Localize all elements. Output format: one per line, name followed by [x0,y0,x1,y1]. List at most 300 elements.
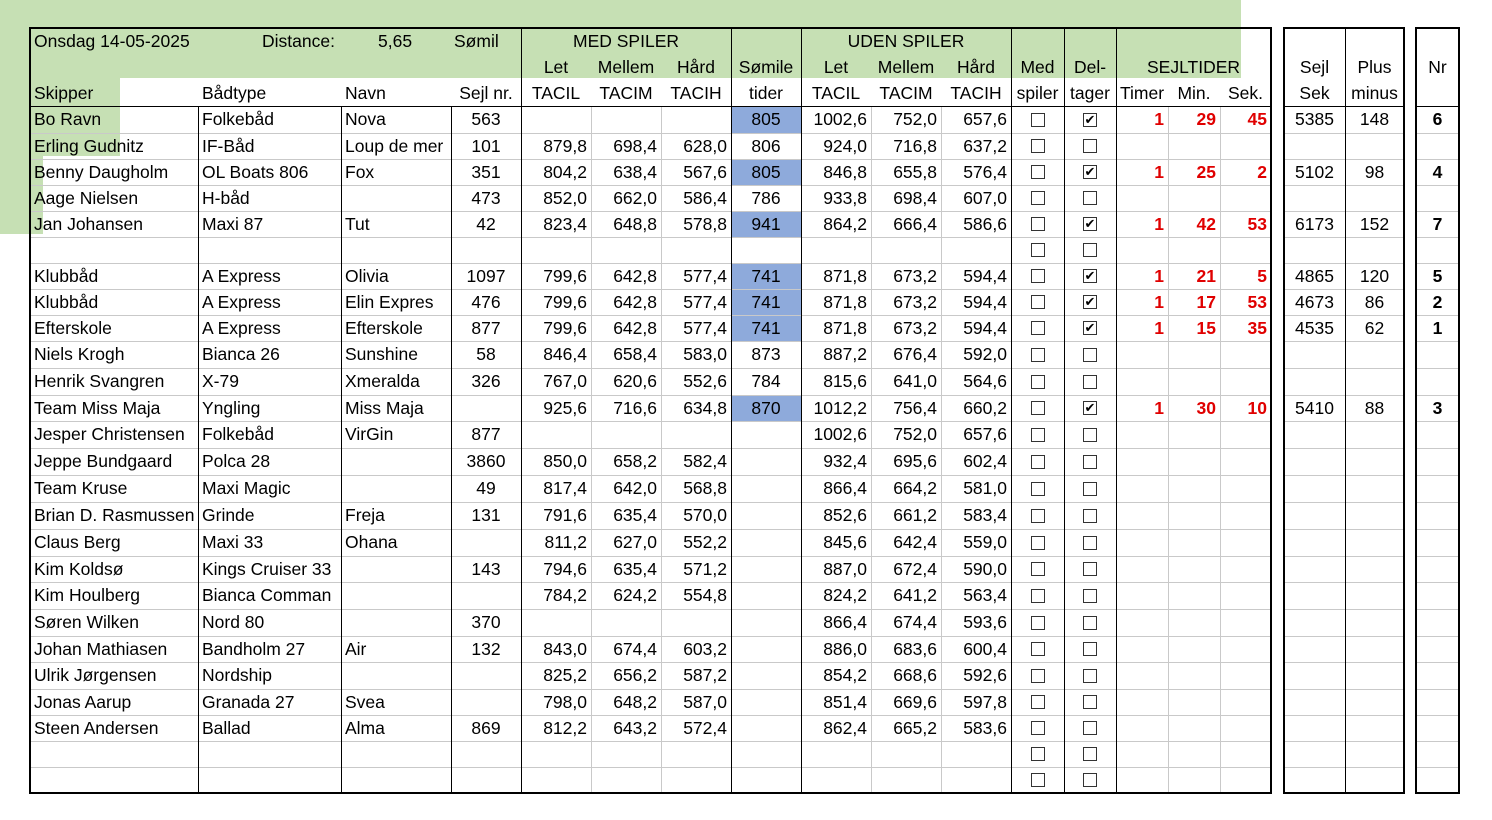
cell-sek [1220,582,1271,609]
med-spiler-checkbox[interactable] [1031,375,1045,389]
cell-m_let [521,106,591,133]
cell-sek [1220,715,1271,741]
deltager-checkbox[interactable]: ✔ [1084,268,1096,283]
cell-somile [731,636,801,662]
med-spiler-checkbox[interactable] [1031,509,1045,523]
col-let-0-top: Let [543,57,569,77]
cell-type: Kings Cruiser 33 [202,559,332,579]
cell-plus-minus [1345,133,1404,159]
cell-sek: 53 [1247,292,1267,312]
cell-type [198,237,341,263]
cell-u_mel: 669,6 [893,692,937,712]
cell-u_let: 1002,6 [813,424,867,444]
med-spiler-checkbox[interactable] [1031,669,1045,683]
med-spiler-checkbox[interactable] [1031,269,1045,283]
cell-navn: VirGin [345,424,394,444]
row-divider [1416,475,1459,476]
cell-sejlnr: 143 [471,559,501,579]
col-plus-top: Plus [1357,57,1392,77]
row-divider [30,741,1271,742]
row-divider [30,556,1271,557]
med-spiler-checkbox[interactable] [1031,536,1045,550]
col-skipper: Skipper [34,83,94,103]
cell-m_mel: 642,0 [613,478,657,498]
deltager-checkbox[interactable]: ✔ [1084,320,1096,335]
col-sejl-bottom: Sek [1299,83,1330,103]
col-nr: Nr [1428,57,1447,77]
cell-m_mel: 642,8 [613,266,657,286]
cell-sejl-sek [1284,689,1345,715]
cell-sejl-sek [1284,502,1345,529]
cell-u_hard [941,741,1011,767]
cell-min [1168,556,1220,582]
deltager-checkbox[interactable] [1083,243,1097,257]
deltager-checkbox[interactable] [1083,695,1097,709]
med-spiler-header: MED SPILER [573,31,679,51]
cell-somile: 806 [751,136,781,156]
cell-sejl-sek [1284,662,1345,689]
cell-type: A Express [202,266,281,286]
header-divider [1345,28,1346,106]
cell-skipper: Team Kruse [34,478,128,498]
deltager-checkbox[interactable] [1083,669,1097,683]
cell-skipper: Søren Wilken [34,612,140,632]
med-spiler-checkbox[interactable] [1031,191,1045,205]
col-med-7-bottom: spiler [1016,83,1059,103]
col-let-4-top: Let [823,57,849,77]
cell-u_hard: 660,2 [963,398,1007,418]
cell-sejl-sek [1284,767,1345,793]
deltager-checkbox[interactable]: ✔ [1084,294,1096,309]
deltager-checkbox[interactable] [1083,721,1097,735]
cell-somile: 941 [731,211,801,237]
med-spiler-checkbox[interactable] [1031,401,1045,415]
row-divider [30,368,1271,369]
cell-u_let: 886,0 [823,639,867,659]
cell-sejl-sek [1284,448,1345,475]
cell-nr [1416,185,1459,211]
cell-somile: 805 [731,159,801,185]
cell-sejl-sek [1284,715,1345,741]
cell-timer [1116,689,1168,715]
med-spiler-checkbox[interactable] [1031,642,1045,656]
row-divider [1416,582,1459,583]
cell-u_let: 871,8 [823,292,867,312]
cell-sek: 53 [1247,214,1267,234]
cell-sejlnr: 49 [476,478,496,498]
header-bottom [30,106,1271,107]
cell-sejlnr [451,237,521,263]
cell-plus-minus: 88 [1364,398,1385,418]
cell-min: 42 [1196,214,1216,234]
row-divider [1284,133,1404,134]
cell-skipper: Klubbåd [34,266,99,286]
cell-timer: 1 [1154,318,1164,338]
med-spiler-checkbox[interactable] [1031,773,1045,787]
row-divider [1416,237,1459,238]
med-spiler-checkbox[interactable] [1031,482,1045,496]
row-divider [1416,421,1459,422]
med-spiler-checkbox[interactable] [1031,695,1045,709]
cell-type [198,741,341,767]
cell-timer [1116,341,1168,368]
row-divider [30,636,1271,637]
row-divider [30,448,1271,449]
sejl-frame-right [1403,27,1405,794]
cell-u_mel: 676,4 [893,344,937,364]
cell-skipper: Jan Johansen [34,214,143,234]
cell-m_hard: 628,0 [683,136,727,156]
cell-plus-minus: 62 [1364,318,1385,338]
cell-u_let: 824,2 [823,585,867,605]
cell-sejlnr: 3860 [466,451,506,471]
cell-m_mel: 643,2 [613,718,657,738]
cell-u_mel: 683,6 [893,639,937,659]
cell-type: Yngling [202,398,261,418]
cell-type [198,767,341,793]
cell-navn [341,475,451,502]
cell-sejlnr: 101 [471,136,501,156]
cell-navn [341,237,451,263]
cell-m_let: 799,6 [543,266,587,286]
cell-u_let [801,237,871,263]
cell-nr: 1 [1432,318,1443,338]
cell-u_hard: 657,6 [963,109,1007,129]
col-divider [941,106,942,793]
cell-plus-minus [1345,341,1404,368]
row-divider [1416,263,1459,264]
cell-u_mel: 752,0 [893,424,937,444]
cell-min [1168,767,1220,793]
row-divider [30,263,1271,264]
row-divider [1284,341,1404,342]
cell-somile [731,448,801,475]
cell-u_mel: 666,4 [893,214,937,234]
cell-skipper: Steen Andersen [34,718,159,738]
deltager-checkbox[interactable] [1083,482,1097,496]
col-divider [591,106,592,793]
deltager-checkbox[interactable]: ✔ [1084,400,1096,415]
cell-sejl-sek [1284,185,1345,211]
deltager-checkbox[interactable]: ✔ [1084,111,1096,127]
cell-u_let: 871,8 [823,318,867,338]
cell-u_mel: 641,2 [893,585,937,605]
col-del-8-top: Del- [1073,57,1107,77]
med-spiler-checkbox[interactable] [1031,139,1045,153]
col-divider [1345,106,1346,793]
cell-sejl-sek [1284,636,1345,662]
cell-type: Nord 80 [202,612,265,632]
med-spiler-checkbox[interactable] [1031,165,1045,179]
row-divider [30,689,1271,690]
cell-plus-minus [1345,636,1404,662]
cell-m_mel: 638,4 [613,162,657,182]
row-divider [30,315,1271,316]
cell-navn: Ohana [345,532,398,552]
cell-navn: Elin Expres [345,292,434,312]
med-spiler-checkbox[interactable] [1031,243,1045,257]
cell-skipper [30,767,198,793]
cell-skipper: Klubbåd [34,292,99,312]
cell-u_let: 846,8 [823,162,867,182]
row-divider [1284,715,1404,716]
row-divider [1284,502,1404,503]
cell-m_let: 799,6 [543,292,587,312]
col-hard-2-bottom: TACIH [670,83,722,103]
cell-m_mel: 635,4 [613,505,657,525]
cell-m_mel: 674,4 [613,639,657,659]
cell-sejlnr [451,529,521,556]
cell-nr [1416,689,1459,715]
col-hard-2-top: Hård [677,57,715,77]
col-hard-6-top: Hård [957,57,995,77]
deltager-checkbox[interactable]: ✔ [1084,164,1096,179]
cell-timer: 1 [1154,292,1164,312]
cell-sek: 5 [1257,266,1267,286]
cell-u_let: 1012,2 [813,398,867,418]
med-spiler-checkbox[interactable] [1031,747,1045,761]
cell-sejlnr [451,741,521,767]
cell-sejlnr: 132 [471,639,501,659]
med-spiler-checkbox[interactable] [1031,428,1045,442]
row-divider [1416,609,1459,610]
cell-u_hard: 581,0 [963,478,1007,498]
cell-u_mel: 655,8 [893,162,937,182]
col-mellem-1-top: Mellem [597,57,655,77]
cell-m_hard: 552,2 [683,532,727,552]
cell-m_hard: 582,4 [683,451,727,471]
row-divider [1416,741,1459,742]
cell-timer [1116,767,1168,793]
main-frame-left [29,27,31,794]
col-divider [1064,106,1065,793]
cell-m_mel: 642,8 [613,318,657,338]
cell-u_mel [871,767,941,793]
cell-sek [1220,502,1271,529]
cell-m_mel [591,767,661,793]
deltager-checkbox[interactable] [1083,455,1097,469]
cell-navn [341,609,451,636]
col-divider [1168,106,1169,793]
cell-u_mel: 642,4 [893,532,937,552]
cell-navn: Efterskole [345,318,423,338]
cell-plus-minus [1345,556,1404,582]
cell-plus-minus [1345,715,1404,741]
col-divider [521,106,522,793]
row-divider [30,395,1271,396]
cell-u_mel: 665,2 [893,718,937,738]
cell-somile [731,502,801,529]
cell-skipper: Niels Krogh [34,344,125,364]
cell-plus-minus: 86 [1364,292,1385,312]
med-spiler-checkbox[interactable] [1031,217,1045,231]
cell-timer [1116,662,1168,689]
cell-plus-minus [1345,767,1404,793]
row-divider [1284,582,1404,583]
cell-skipper: Jonas Aarup [34,692,132,712]
col-sejl-top: Sejl [1299,57,1330,77]
cell-skipper: Henrik Svangren [34,371,165,391]
cell-somile [731,421,801,448]
med-spiler-checkbox[interactable] [1031,721,1045,735]
cell-m_let: 811,2 [544,532,587,552]
med-spiler-checkbox[interactable] [1031,348,1045,362]
cell-skipper: Bo Ravn [34,109,102,129]
row-divider [1284,741,1404,742]
cell-m_mel: 698,4 [613,136,657,156]
deltager-checkbox[interactable] [1083,747,1097,761]
cell-min: 15 [1196,318,1216,338]
deltager-checkbox[interactable]: ✔ [1084,216,1096,231]
cell-skipper: Johan Mathiasen [34,639,168,659]
cell-nr [1416,767,1459,793]
cell-m_let: 823,4 [543,214,587,234]
cell-m_let: 804,2 [543,162,587,182]
cell-m_let: 817,4 [543,478,587,498]
header-divider [731,28,732,106]
cell-u_mel: 664,2 [893,478,937,498]
deltager-checkbox[interactable] [1083,428,1097,442]
cell-m_hard: 587,0 [683,692,727,712]
cell-m_let: 812,2 [543,718,587,738]
row-divider [30,715,1271,716]
row-divider [1284,767,1404,768]
med-spiler-checkbox[interactable] [1031,562,1045,576]
col-del-8-bottom: tager [1070,83,1110,103]
cell-u_let: 887,2 [823,344,867,364]
col-plus-bottom: minus [1351,83,1398,103]
med-spiler-checkbox[interactable] [1031,295,1045,309]
header-divider [521,28,522,106]
cell-timer [1116,421,1168,448]
med-spiler-checkbox[interactable] [1031,616,1045,630]
cell-u_hard: 594,4 [963,292,1007,312]
cell-somile [731,662,801,689]
row-divider [1416,368,1459,369]
cell-navn [341,582,451,609]
cell-m_hard [661,767,731,793]
cell-u_let: 871,8 [823,266,867,286]
cell-m_hard: 567,6 [683,162,727,182]
cell-sejlnr: 351 [471,162,501,182]
cell-type: H-båd [202,188,250,208]
cell-sejl-sek [1284,556,1345,582]
cell-u_let: 866,4 [823,478,867,498]
row-divider [30,529,1271,530]
row-divider [1284,529,1404,530]
deltager-checkbox[interactable] [1083,589,1097,603]
cell-m_hard: 577,4 [683,292,727,312]
cell-sejl-sek: 4535 [1295,318,1334,338]
cell-type: Ballad [202,718,251,738]
deltager-checkbox[interactable] [1083,536,1097,550]
cell-sejlnr: 473 [471,188,501,208]
cell-m_mel: 648,2 [613,692,657,712]
col-min: Min. [1177,83,1211,103]
sejltider-header: SEJLTIDER [1146,57,1241,77]
deltager-checkbox[interactable] [1083,348,1097,362]
row-divider [1416,341,1459,342]
cell-nr: 3 [1432,398,1443,418]
row-divider [1416,767,1459,768]
cell-navn: Sunshine [345,344,418,364]
cell-plus-minus [1345,185,1404,211]
row-divider [30,767,1271,768]
cell-u_let: 845,6 [823,532,867,552]
cell-min [1168,636,1220,662]
deltager-checkbox[interactable] [1083,139,1097,153]
cell-u_hard: 600,4 [963,639,1007,659]
row-divider [30,662,1271,663]
col-mellem-1-bottom: TACIM [599,83,653,103]
cell-min: 17 [1196,292,1216,312]
cell-somile [731,609,801,636]
cell-somile [731,529,801,556]
cell-min: 29 [1196,109,1216,129]
deltager-checkbox[interactable] [1083,509,1097,523]
cell-m_let [521,237,591,263]
med-spiler-checkbox[interactable] [1031,455,1045,469]
cell-somile: 786 [751,188,781,208]
med-spiler-checkbox[interactable] [1031,113,1045,127]
cell-sejlnr [451,662,521,689]
cell-sejlnr: 877 [471,424,501,444]
cell-min [1168,475,1220,502]
cell-u_hard: 593,6 [963,612,1007,632]
cell-timer [1116,556,1168,582]
cell-sejl-sek: 5410 [1295,398,1334,418]
deltager-checkbox[interactable] [1083,562,1097,576]
row-divider [1284,609,1404,610]
col-divider [198,106,199,793]
row-divider [30,289,1271,290]
cell-u_hard: 597,8 [963,692,1007,712]
cell-somile: 741 [731,263,801,289]
cell-skipper: Kim Houlberg [34,585,141,605]
cell-m_mel [591,237,661,263]
deltager-checkbox[interactable] [1083,616,1097,630]
cell-type: Polca 28 [202,451,271,471]
col-hard-6-bottom: TACIH [950,83,1002,103]
cell-plus-minus [1345,475,1404,502]
cell-plus-minus: 98 [1364,162,1385,182]
cell-type: Maxi Magic [202,478,291,498]
med-spiler-checkbox[interactable] [1031,321,1045,335]
cell-u_let: 854,2 [823,665,867,685]
cell-timer [1116,133,1168,159]
cell-u_hard: 564,6 [963,371,1007,391]
cell-sek [1220,448,1271,475]
cell-navn: Xmeralda [345,371,420,391]
cell-sejlnr: 877 [471,318,501,338]
cell-m_let: 852,0 [543,188,587,208]
deltager-checkbox[interactable] [1083,375,1097,389]
cell-u_mel: 673,2 [893,266,937,286]
cell-m_mel: 658,2 [613,451,657,471]
deltager-checkbox[interactable] [1083,191,1097,205]
cell-navn: Freja [345,505,385,525]
row-divider [1284,421,1404,422]
deltager-checkbox[interactable] [1083,642,1097,656]
row-divider [1416,636,1459,637]
deltager-checkbox[interactable] [1083,773,1097,787]
med-spiler-checkbox[interactable] [1031,589,1045,603]
cell-type: Maxi 33 [202,532,264,552]
cell-m_mel: 662,0 [613,188,657,208]
cell-navn [341,185,451,211]
col-mellem-5-top: Mellem [877,57,935,77]
cell-m_hard: 552,6 [683,371,727,391]
